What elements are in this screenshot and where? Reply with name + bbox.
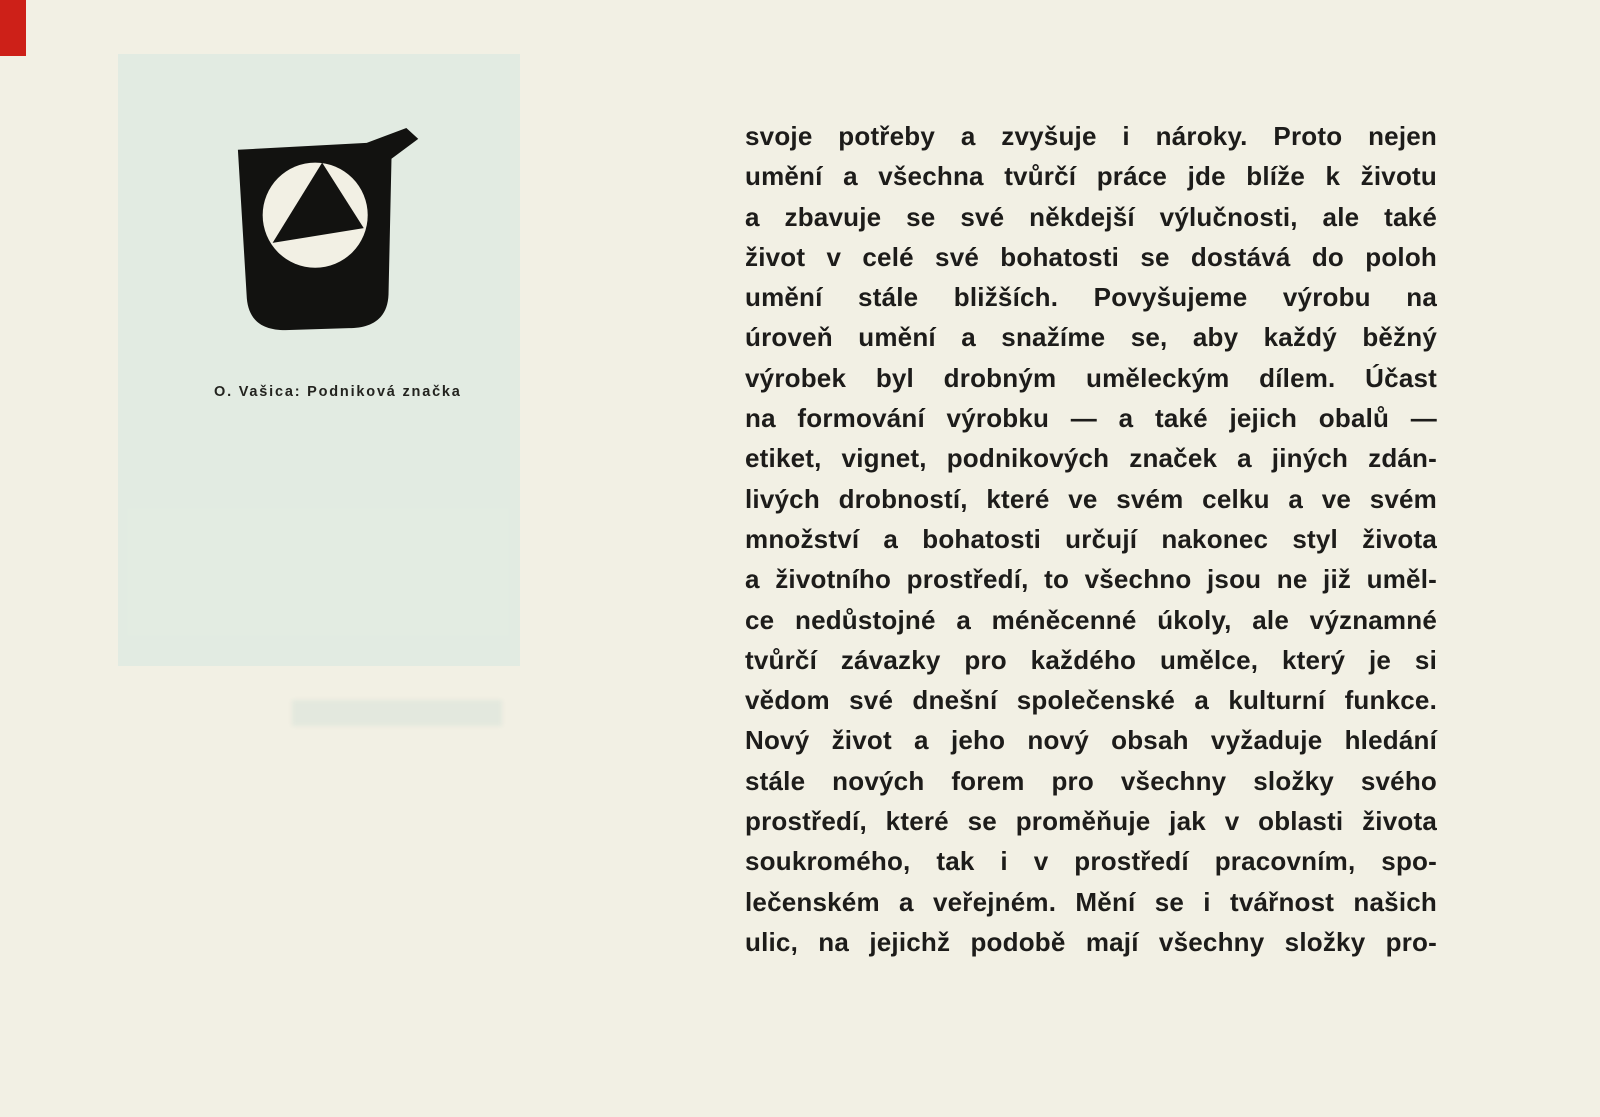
text-line: umění stále bližších. Povyšujeme výrobu na [745, 282, 1437, 313]
figure-caption: O. Vašica: Podniková značka [214, 384, 462, 400]
body-text-column [745, 116, 1437, 962]
text-line: tvůrčí závazky pro každého umělce, který je si [745, 644, 1437, 675]
red-edge-mark [0, 0, 26, 56]
text-line: úroveň umění a snažíme se, aby každý běžný [745, 322, 1437, 353]
text-line: na formování výrobku — a také jejich obalů — [745, 403, 1437, 434]
text-line: livých drobností, které ve svém celku a ve svém [745, 483, 1437, 514]
company-logo-illustration [222, 126, 450, 344]
text-line: výrobek byl drobným uměleckým dílem. Účast [745, 362, 1437, 393]
text-line: ulic, na jejichž podobě mají všechny složky pro- [745, 926, 1437, 957]
text-line: stále nových forem pro všechny složky svého [745, 765, 1437, 796]
text-line: život v celé své bohatosti se dostává do poloh [745, 241, 1437, 272]
text-line: ce nedůstojné a méněcenné úkoly, ale významné [745, 604, 1437, 635]
text-line: a zbavuje se své někdejší výlučnosti, ale také [745, 201, 1437, 232]
text-line: Nový život a jeho nový obsah vyžaduje hledání [745, 725, 1437, 756]
text-line: vědom své dnešní společenské a kulturní funkce. [745, 685, 1437, 716]
logo-figure [214, 126, 482, 400]
page-showthrough-ghost-text [292, 700, 502, 726]
text-line: lečenském a veřejném. Mění se i tvářnost našich [745, 886, 1437, 917]
text-line: množství a bohatosti určují nakonec styl života [745, 523, 1437, 554]
text-line: prostředí, které se proměňuje jak v oblasti života [745, 806, 1437, 837]
text-line: soukromého, tak i v prostředí pracovním, spo- [745, 846, 1437, 877]
text-line: umění a všechna tvůrčí práce jde blíže k životu [745, 161, 1437, 192]
text-line: a životního prostředí, to všechno jsou ne již uměl- [745, 564, 1437, 595]
text-line: etiket, vignet, podnikových značek a jiných zdán- [745, 443, 1437, 474]
text-line: svoje potřeby a zvyšuje i nároky. Proto nejen [745, 121, 1437, 151]
